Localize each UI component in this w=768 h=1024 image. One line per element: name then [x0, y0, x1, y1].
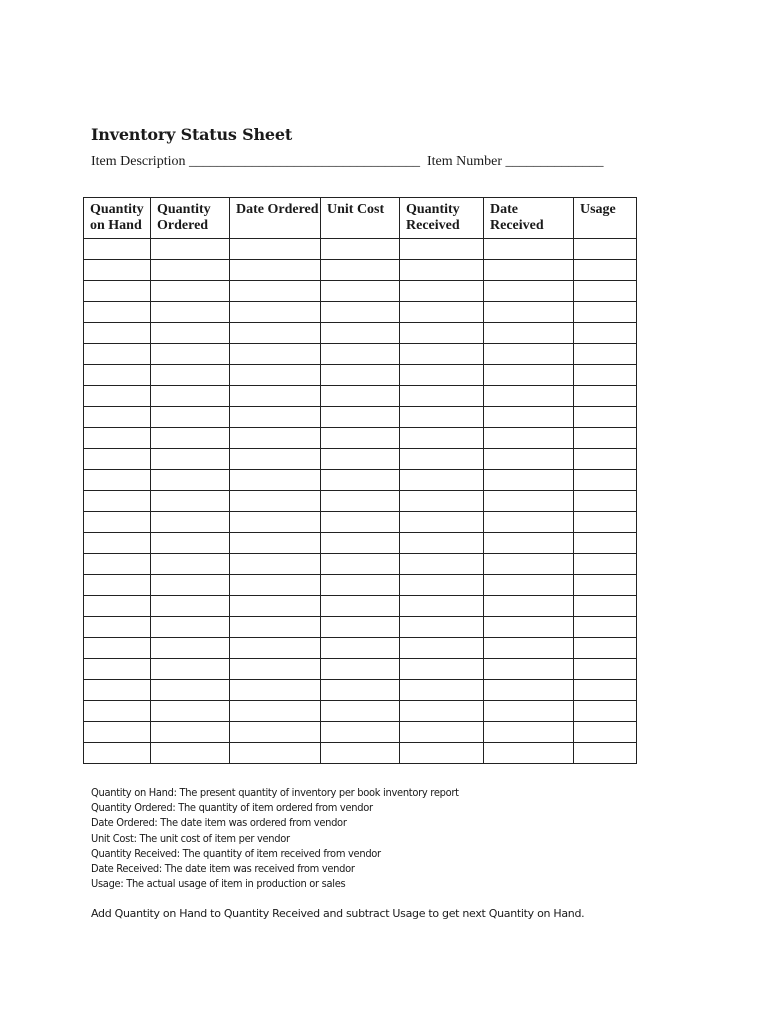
- table-cell[interactable]: [84, 701, 151, 722]
- table-cell[interactable]: [400, 617, 484, 638]
- table-cell[interactable]: [484, 701, 574, 722]
- table-cell[interactable]: [230, 407, 321, 428]
- table-cell[interactable]: [230, 260, 321, 281]
- table-cell[interactable]: [151, 449, 230, 470]
- table-cell[interactable]: [321, 365, 400, 386]
- table-cell[interactable]: [84, 722, 151, 743]
- table-cell[interactable]: [151, 344, 230, 365]
- table-cell[interactable]: [230, 281, 321, 302]
- table-cell[interactable]: [484, 344, 574, 365]
- table-cell[interactable]: [84, 554, 151, 575]
- table-cell[interactable]: [574, 575, 637, 596]
- definition-quantity-on-hand: Quantity on Hand: The present quantity of inventory per book inventory report: [91, 786, 459, 799]
- table-cell[interactable]: [321, 722, 400, 743]
- table-cell[interactable]: [400, 365, 484, 386]
- table-cell[interactable]: [574, 617, 637, 638]
- table-cell[interactable]: [400, 281, 484, 302]
- table-cell[interactable]: [400, 596, 484, 617]
- table-cell[interactable]: [151, 680, 230, 701]
- table-row: [84, 680, 637, 701]
- table-cell[interactable]: [230, 659, 321, 680]
- table-cell[interactable]: [151, 407, 230, 428]
- table-cell[interactable]: [574, 344, 637, 365]
- table-cell[interactable]: [151, 386, 230, 407]
- table-cell[interactable]: [230, 365, 321, 386]
- table-cell[interactable]: [151, 554, 230, 575]
- table-cell[interactable]: [321, 617, 400, 638]
- table-row: [84, 323, 637, 344]
- table-cell[interactable]: [84, 533, 151, 554]
- table-cell[interactable]: [574, 596, 637, 617]
- table-cell[interactable]: [400, 239, 484, 260]
- table-cell[interactable]: [321, 428, 400, 449]
- table-cell[interactable]: [574, 491, 637, 512]
- table-row: [84, 512, 637, 533]
- header-usage: Usage: [574, 198, 637, 239]
- table-cell[interactable]: [400, 428, 484, 449]
- table-cell[interactable]: [321, 638, 400, 659]
- table-cell[interactable]: [484, 617, 574, 638]
- table-cell[interactable]: [400, 533, 484, 554]
- table-cell[interactable]: [484, 365, 574, 386]
- table-cell[interactable]: [400, 722, 484, 743]
- table-cell[interactable]: [230, 743, 321, 764]
- header-quantity-ordered: Quantity Ordered: [151, 198, 230, 239]
- table-cell[interactable]: [400, 470, 484, 491]
- table-cell[interactable]: [321, 302, 400, 323]
- table-cell[interactable]: [321, 575, 400, 596]
- table-row: [84, 260, 637, 281]
- table-cell[interactable]: [574, 512, 637, 533]
- table-row: [84, 491, 637, 512]
- table-row: [84, 302, 637, 323]
- table-cell[interactable]: [400, 407, 484, 428]
- header-quantity-on-hand: Quantity on Hand: [84, 198, 151, 239]
- table-cell[interactable]: [400, 638, 484, 659]
- table-cell[interactable]: [484, 575, 574, 596]
- table-cell[interactable]: [574, 386, 637, 407]
- table-cell[interactable]: [400, 491, 484, 512]
- table-row: [84, 428, 637, 449]
- table-cell[interactable]: [321, 449, 400, 470]
- table-cell[interactable]: [230, 239, 321, 260]
- table-cell[interactable]: [574, 554, 637, 575]
- table-cell[interactable]: [84, 491, 151, 512]
- table-cell[interactable]: [574, 302, 637, 323]
- table-header-row: [84, 198, 637, 239]
- table-cell[interactable]: [230, 302, 321, 323]
- table-cell[interactable]: [230, 428, 321, 449]
- inventory-table: [83, 197, 637, 764]
- table-cell[interactable]: [151, 470, 230, 491]
- table-cell[interactable]: [321, 554, 400, 575]
- table-cell[interactable]: [84, 386, 151, 407]
- table-cell[interactable]: [321, 281, 400, 302]
- table-row: [84, 344, 637, 365]
- table-cell[interactable]: [574, 722, 637, 743]
- table-cell[interactable]: [84, 428, 151, 449]
- table-cell[interactable]: [321, 512, 400, 533]
- definition-usage: Usage: The actual usage of item in production or sales: [91, 877, 346, 891]
- table-cell[interactable]: [84, 407, 151, 428]
- table-row: [84, 554, 637, 575]
- table-cell[interactable]: [230, 470, 321, 491]
- table-row: [84, 659, 637, 680]
- table-cell[interactable]: [484, 512, 574, 533]
- header-date-received: Date Received: [484, 198, 574, 239]
- page-title: Inventory Status Sheet: [91, 125, 293, 144]
- table-cell[interactable]: [84, 638, 151, 659]
- table-cell[interactable]: [484, 743, 574, 764]
- table-row: [84, 386, 637, 407]
- table-cell[interactable]: [84, 260, 151, 281]
- table-cell[interactable]: [484, 386, 574, 407]
- table-cell[interactable]: [321, 743, 400, 764]
- definition-unit-cost: Unit Cost: The unit cost of item per vendor: [91, 831, 290, 845]
- table-cell[interactable]: [230, 722, 321, 743]
- table-cell[interactable]: [84, 659, 151, 680]
- table-cell[interactable]: [321, 239, 400, 260]
- table-cell[interactable]: [484, 491, 574, 512]
- table-cell[interactable]: [84, 302, 151, 323]
- table-cell[interactable]: [84, 239, 151, 260]
- table-cell[interactable]: [400, 302, 484, 323]
- table-cell[interactable]: [484, 638, 574, 659]
- table-cell[interactable]: [400, 575, 484, 596]
- table-row: [84, 575, 637, 596]
- table-cell[interactable]: [230, 596, 321, 617]
- table-cell[interactable]: [400, 449, 484, 470]
- table-cell[interactable]: [574, 323, 637, 344]
- table-cell[interactable]: [484, 533, 574, 554]
- definition-date-received: Date Received: The date item was received from vendor: [91, 862, 355, 876]
- table-cell[interactable]: [484, 722, 574, 743]
- table-cell[interactable]: [321, 659, 400, 680]
- table-cell[interactable]: [84, 281, 151, 302]
- table-cell[interactable]: [574, 239, 637, 260]
- table-cell[interactable]: [151, 365, 230, 386]
- table-cell[interactable]: [400, 260, 484, 281]
- table-cell[interactable]: [574, 533, 637, 554]
- table-cell[interactable]: [151, 428, 230, 449]
- table-cell[interactable]: [574, 659, 637, 680]
- table-cell[interactable]: [321, 680, 400, 701]
- table-cell[interactable]: [400, 512, 484, 533]
- table-cell[interactable]: [574, 260, 637, 281]
- table-cell[interactable]: [484, 281, 574, 302]
- table-cell[interactable]: [230, 680, 321, 701]
- table-cell[interactable]: [484, 659, 574, 680]
- table-cell[interactable]: [574, 743, 637, 764]
- table-cell[interactable]: [230, 323, 321, 344]
- table-row: [84, 596, 637, 617]
- table-row: [84, 407, 637, 428]
- table-cell[interactable]: [484, 449, 574, 470]
- table-cell[interactable]: [84, 512, 151, 533]
- table-cell[interactable]: [400, 701, 484, 722]
- table-cell[interactable]: [151, 659, 230, 680]
- table-cell[interactable]: [574, 428, 637, 449]
- table-cell[interactable]: [484, 680, 574, 701]
- table-cell[interactable]: [230, 512, 321, 533]
- table-cell[interactable]: [151, 323, 230, 344]
- table-cell[interactable]: [84, 680, 151, 701]
- definition-quantity-ordered: Quantity Ordered: The quantity of item ordered from vendor: [91, 801, 373, 815]
- header-unit-cost: Unit Cost: [321, 198, 400, 239]
- table-row: [84, 239, 637, 260]
- table-cell[interactable]: [400, 659, 484, 680]
- table-cell[interactable]: [151, 743, 230, 764]
- definitions-list: [91, 785, 459, 891]
- table-cell[interactable]: [151, 512, 230, 533]
- table-cell[interactable]: [321, 260, 400, 281]
- item-fields-line[interactable]: Item Description _________________________________ Item Number ______________: [91, 154, 604, 169]
- table-cell[interactable]: [230, 491, 321, 512]
- definition-quantity-received: Quantity Received: The quantity of item received from vendor: [91, 846, 381, 860]
- table-cell[interactable]: [230, 344, 321, 365]
- table-cell[interactable]: [151, 239, 230, 260]
- table-cell[interactable]: [151, 533, 230, 554]
- table-cell[interactable]: [321, 323, 400, 344]
- table-row: [84, 722, 637, 743]
- table-cell[interactable]: [484, 554, 574, 575]
- table-cell[interactable]: [151, 575, 230, 596]
- table-cell[interactable]: [484, 260, 574, 281]
- table-cell[interactable]: [400, 743, 484, 764]
- table-cell[interactable]: [230, 554, 321, 575]
- table-cell[interactable]: [321, 596, 400, 617]
- table-cell[interactable]: [151, 260, 230, 281]
- table-cell[interactable]: [84, 449, 151, 470]
- table-row: [84, 365, 637, 386]
- table-cell[interactable]: [230, 533, 321, 554]
- table-row: [84, 701, 637, 722]
- header-date-ordered: Date Ordered: [230, 198, 321, 239]
- table-row: [84, 617, 637, 638]
- table-cell[interactable]: [400, 323, 484, 344]
- table-cell[interactable]: [84, 365, 151, 386]
- table-row: [84, 281, 637, 302]
- table-cell[interactable]: [230, 638, 321, 659]
- table-cell[interactable]: [321, 344, 400, 365]
- table-row: [84, 638, 637, 659]
- table-cell[interactable]: [321, 533, 400, 554]
- table-cell[interactable]: [574, 680, 637, 701]
- table-cell[interactable]: [84, 743, 151, 764]
- table-cell[interactable]: [151, 302, 230, 323]
- table-cell[interactable]: [574, 701, 637, 722]
- table-cell[interactable]: [484, 323, 574, 344]
- table-cell[interactable]: [574, 449, 637, 470]
- table-cell[interactable]: [321, 701, 400, 722]
- table-cell[interactable]: [151, 281, 230, 302]
- table-cell[interactable]: [230, 575, 321, 596]
- table-cell[interactable]: [574, 281, 637, 302]
- table-cell[interactable]: [230, 449, 321, 470]
- table-body: [84, 239, 637, 764]
- table-cell[interactable]: [484, 302, 574, 323]
- table-cell[interactable]: [151, 596, 230, 617]
- table-row: [84, 470, 637, 491]
- table-cell[interactable]: [230, 617, 321, 638]
- table-cell[interactable]: [321, 386, 400, 407]
- table-cell[interactable]: [321, 491, 400, 512]
- table-cell[interactable]: [574, 365, 637, 386]
- table-cell[interactable]: [400, 386, 484, 407]
- table-cell[interactable]: [151, 701, 230, 722]
- table-cell[interactable]: [84, 596, 151, 617]
- table-cell[interactable]: [574, 470, 637, 491]
- summary-instruction: Add Quantity on Hand to Quantity Received and subtract Usage to get next Quantity on Hand.: [91, 907, 585, 920]
- table-cell[interactable]: [400, 554, 484, 575]
- table-cell[interactable]: [400, 344, 484, 365]
- table-cell[interactable]: [484, 596, 574, 617]
- table-cell[interactable]: [230, 701, 321, 722]
- table-cell[interactable]: [321, 470, 400, 491]
- table-cell[interactable]: [84, 617, 151, 638]
- table-row: [84, 743, 637, 764]
- table-cell[interactable]: [151, 491, 230, 512]
- table-row: [84, 533, 637, 554]
- table-cell[interactable]: [484, 407, 574, 428]
- table-cell[interactable]: [574, 638, 637, 659]
- table-cell[interactable]: [230, 386, 321, 407]
- table-cell[interactable]: [151, 722, 230, 743]
- definition-date-ordered: Date Ordered: The date item was ordered from vendor: [91, 816, 347, 830]
- table-cell[interactable]: [151, 638, 230, 659]
- table-cell[interactable]: [574, 407, 637, 428]
- header-quantity-received: Quantity Received: [400, 198, 484, 239]
- table-cell[interactable]: [484, 239, 574, 260]
- table-cell[interactable]: [84, 575, 151, 596]
- table-cell[interactable]: [321, 407, 400, 428]
- table-cell[interactable]: [151, 617, 230, 638]
- table-cell[interactable]: [484, 428, 574, 449]
- table-cell[interactable]: [400, 680, 484, 701]
- table-cell[interactable]: [84, 323, 151, 344]
- table-row: [84, 449, 637, 470]
- table-cell[interactable]: [484, 470, 574, 491]
- table-cell[interactable]: [84, 344, 151, 365]
- table-cell[interactable]: [84, 470, 151, 491]
